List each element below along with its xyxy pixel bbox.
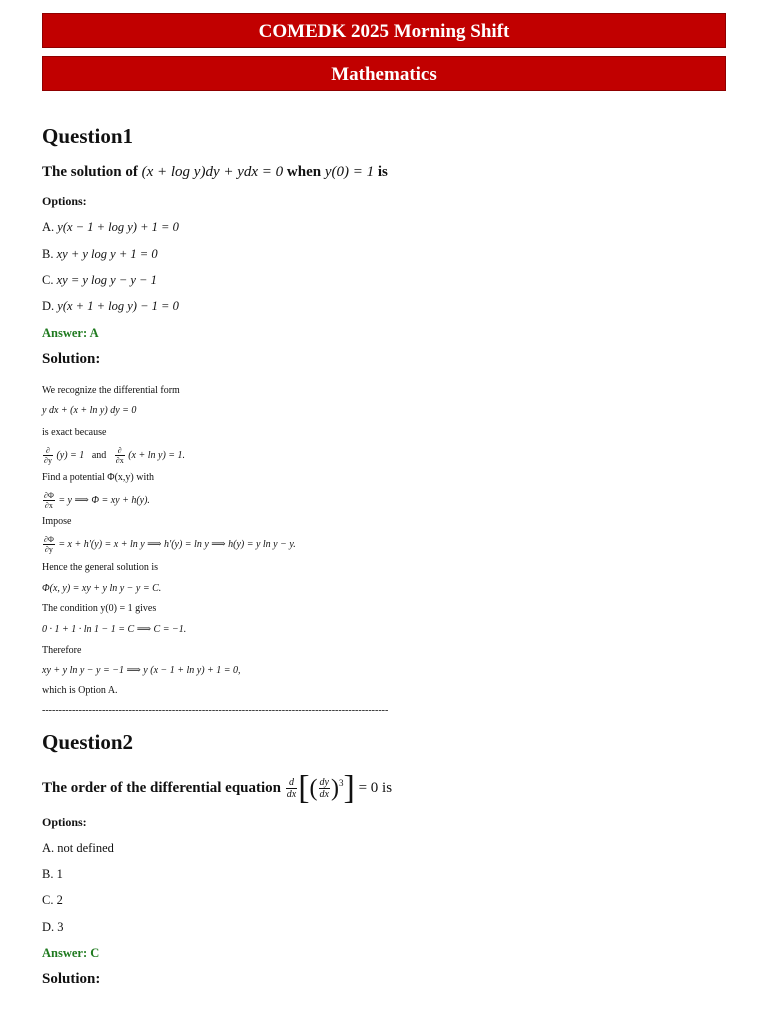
document-title-banner: COMEDK 2025 Morning Shift [42,13,726,48]
statement-text: The order of the differential equation [42,780,282,796]
solution-line: The condition y(0) = 1 gives [42,603,157,614]
equation-text: 0 · 1 + 1 · ln 1 − 1 = C ⟹ C = −1. [42,624,187,635]
option-d [42,299,179,314]
right-paren: ) [331,775,339,802]
option-b [42,247,158,262]
solution-heading: Solution: [42,971,101,987]
equation-text: = x + h′(y) = x + ln y ⟹ h′(y) = ln y ⟹ h(y) = y ln y − y. [58,538,296,550]
solution-equation [42,405,136,416]
equation-text: Φ(x, y) = xy + y ln y − y = C. [42,583,162,594]
question2-heading: Question2 [42,730,134,754]
fraction-numerator: ∂ [115,446,125,456]
option-letter: A. [42,841,55,855]
option-letter: B. [42,247,54,261]
fraction-numerator: ∂Φ [44,535,54,544]
option-letter: D. [42,920,55,934]
left-paren: ( [309,775,318,802]
option-c [42,273,157,288]
left-bracket: [ [298,769,310,807]
option-a [42,220,179,235]
fraction-denominator: dx [319,789,329,801]
equation-text: xy + y ln y − y = −1 ⟹ y (x − 1 + ln y) + 1 = 0, [42,665,241,676]
options-label: Options: [42,194,87,208]
partial-fraction [115,446,125,465]
derivative-fraction [319,777,330,800]
equation-text: (x + ln y) = 1. [128,449,186,461]
option-text: y(x + 1 + log y) − 1 = 0 [57,299,179,313]
fraction-numerator: ∂ [43,446,53,456]
solution-line: is exact because [42,427,107,438]
solution-line: Impose [42,516,72,527]
fraction-numerator: d [286,777,297,789]
statement-equation: (x + log y)dy + ydx = 0 [141,164,284,180]
solution-line: which is Option A. [42,685,118,696]
option-text: 3 [57,920,64,934]
equation-text: y dx + (x + ln y) dy = 0 [42,405,137,416]
answer-text: Answer: A [42,326,99,340]
derivative-fraction [286,777,297,800]
option-a [42,841,114,856]
option-c [42,893,63,908]
statement-condition: y(0) = 1 [324,164,375,180]
statement-text: is [377,164,388,180]
option-letter: A. [42,220,55,234]
option-text: y(x − 1 + log y) + 1 = 0 [57,220,179,234]
fraction-numerator: ∂Φ [44,491,54,500]
fraction-denominator: ∂y [44,456,52,465]
option-letter: C. [42,893,54,907]
statement-text: = 0 is [358,780,393,796]
fraction-numerator: dy [319,777,329,789]
statement-text: The solution of [42,164,138,180]
solution-equation [42,583,161,594]
partial-fraction [43,446,53,465]
fraction-denominator: dx [286,789,297,801]
solution-line: We recognize the differential form [42,385,180,396]
option-b [42,867,63,882]
equation-text: = y ⟹ Φ = xy + h(y). [58,494,150,506]
answer-text: Answer: C [42,946,100,960]
option-letter: D. [42,299,55,313]
solution-line: Hence the general solution is [42,562,159,573]
solution-equation [42,665,241,676]
option-letter: C. [42,273,54,287]
equation-text: (y) = 1 [56,449,85,461]
option-text: xy = y log y − y − 1 [56,273,157,287]
equation-text: and [91,449,107,461]
solution-heading: Solution: [42,351,101,367]
subject-banner: Mathematics [42,56,726,91]
question2-statement [42,766,392,806]
option-text: xy + y log y + 1 = 0 [56,247,158,261]
option-d [42,920,64,935]
option-text: 2 [56,893,63,907]
solution-equation [42,624,186,635]
question1-heading: Question1 [42,124,134,148]
option-text: not defined [57,841,114,855]
option-text: 1 [56,867,63,881]
fraction-denominator: ∂y [44,545,53,554]
fraction-denominator: ∂x [115,456,124,465]
solution-line: Therefore [42,645,82,656]
solution-equation [42,446,185,465]
question1-statement [42,164,388,181]
right-bracket: ] [343,769,355,807]
question-separator: -------------------------------------------------------------------------------------------------------- [42,705,389,716]
options-label: Options: [42,815,87,829]
statement-text: when [286,164,322,180]
fraction-denominator: ∂x [44,501,53,510]
solution-line: Find a potential Φ(x,y) with [42,472,155,483]
option-letter: B. [42,867,54,881]
exponent: 3 [339,778,344,788]
partial-fraction [43,535,55,554]
solution-equation [42,491,150,510]
partial-fraction [43,491,55,510]
solution-equation [42,535,296,554]
